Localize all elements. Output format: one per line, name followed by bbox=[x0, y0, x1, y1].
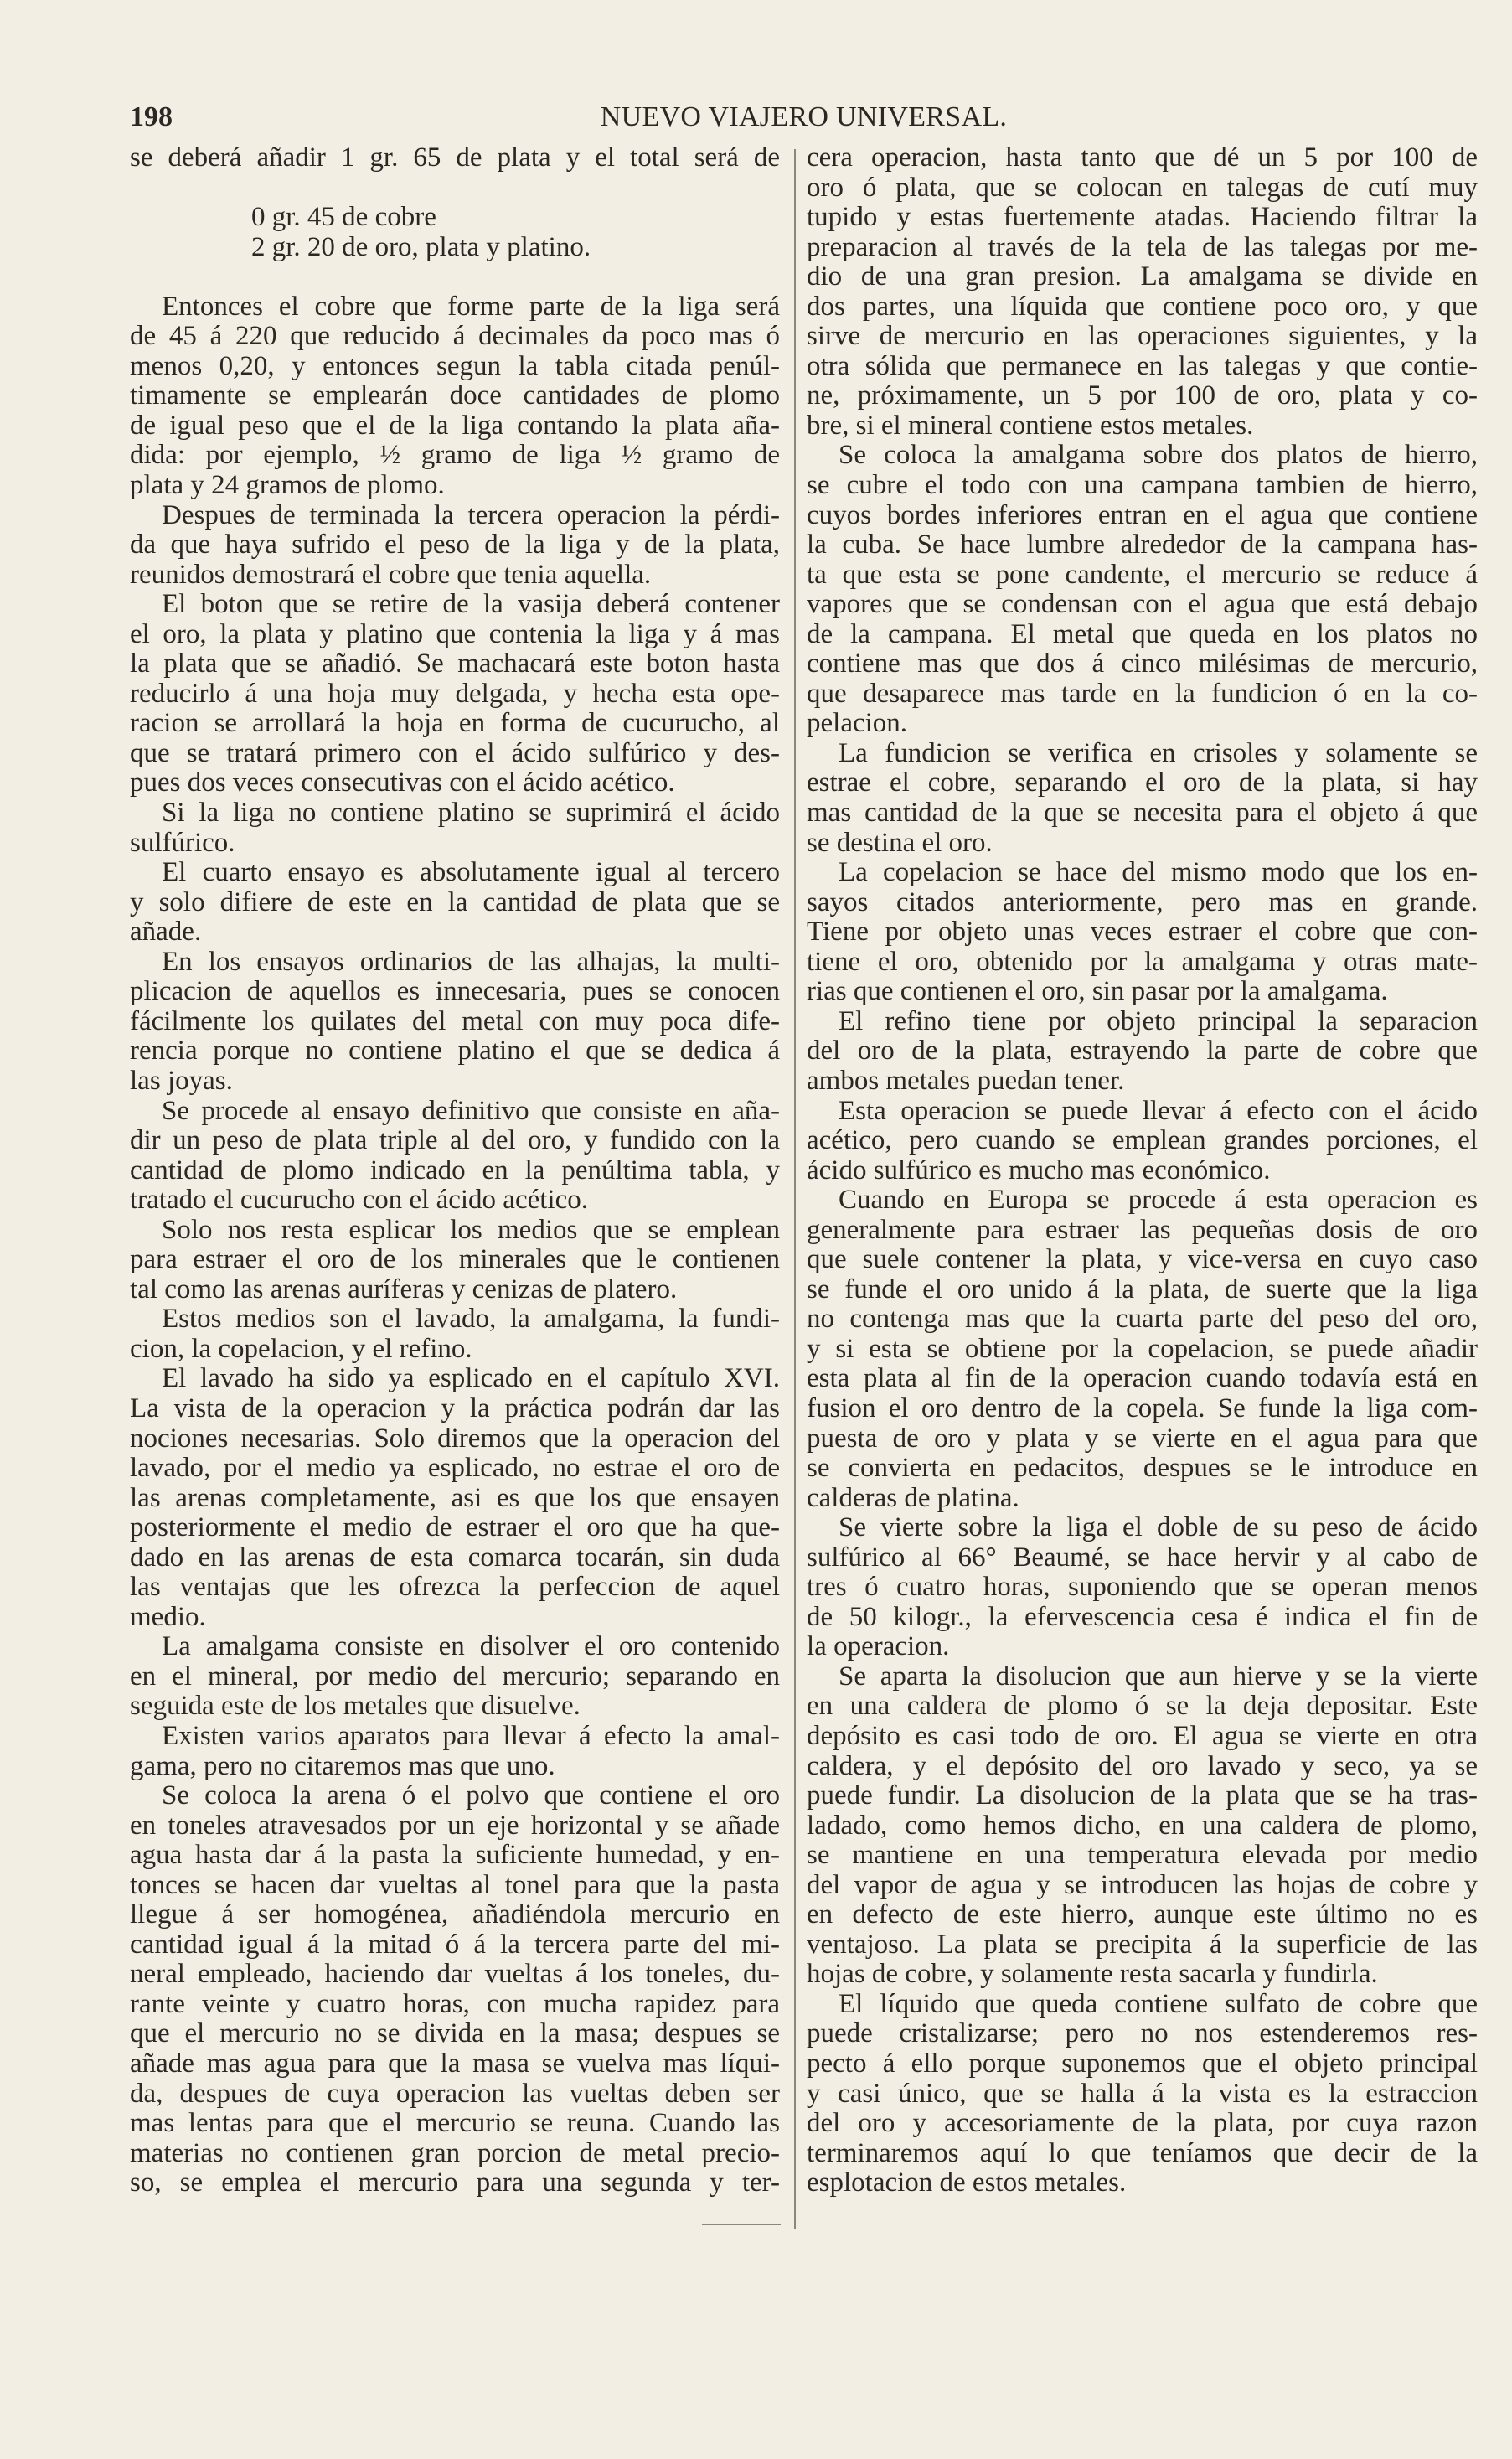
running-header bbox=[130, 99, 1478, 136]
text-line: Despues de terminada la tercera operacion la pérdi- bbox=[162, 499, 780, 530]
text-line: La fundicion se verifica en crisoles y solamente se bbox=[839, 737, 1478, 768]
text-line: tonces se hacen dar vueltas al tonel para que la pasta bbox=[130, 1869, 780, 1900]
text-line: Cuando en Europa se procede á esta operacion es bbox=[839, 1185, 1478, 1216]
text-line: la plata que se añadió. Se machacará este boton hasta bbox=[130, 648, 780, 679]
paragraph bbox=[807, 1007, 1478, 1097]
text-line: puede cristalizarse; pero no nos estenderemos res- bbox=[807, 2018, 1478, 2049]
text-line: rante veinte y cuatro horas, con mucha rapidez para bbox=[130, 1988, 780, 2019]
text-line: puesta de oro y plata y se vierte en el agua para que bbox=[807, 1423, 1478, 1454]
text-line: en toneles atravesados por un eje horizontal y se añade bbox=[130, 1810, 780, 1841]
text-line: nociones necesarias. Solo diremos que la operacion del bbox=[130, 1423, 780, 1454]
text-line: tupido y estas fuertemente atadas. Haciendo filtrar la bbox=[807, 202, 1478, 233]
text-line: El cuarto ensayo es absolutamente igual al tercero bbox=[162, 857, 780, 888]
text-line: Si la liga no contiene platino se suprimirá el ácido bbox=[162, 798, 780, 829]
text-line: se cubre el todo con una campana tambien de hierro, bbox=[807, 470, 1478, 501]
text-line: Existen varios aparatos para llevar á efecto la amal- bbox=[162, 1720, 780, 1751]
text-line: terminaremos aquí lo que teníamos que decir de la bbox=[807, 2137, 1478, 2168]
paragraph bbox=[130, 590, 780, 798]
text-line: acético, pero cuando se emplean grandes porciones, el bbox=[807, 1125, 1478, 1156]
paragraph bbox=[807, 1186, 1478, 1513]
text-line: que desaparece mas tarde en la fundicion ó en la co- bbox=[807, 678, 1478, 709]
text-line: mas lentas para que el mercurio se reuna. Cuando las bbox=[130, 2108, 780, 2139]
text-line: de igual peso que el de la liga contando la plata aña- bbox=[130, 410, 780, 441]
text-line: dado en las arenas de esta comarca tocarán, sin duda bbox=[130, 1542, 780, 1573]
text-line: mas cantidad de la que se necesita para el objeto á que bbox=[807, 798, 1478, 829]
text-line: El refino tiene por objeto principal la separacion bbox=[839, 1005, 1478, 1036]
left-paragraphs bbox=[130, 292, 780, 2198]
paragraph bbox=[807, 1097, 1478, 1186]
text-line: preparacion al través de la tela de las talegas por me- bbox=[807, 231, 1478, 262]
column-divider bbox=[794, 149, 796, 2229]
paragraph bbox=[130, 1364, 780, 1632]
paragraph bbox=[130, 798, 780, 858]
text-line: se mantiene en una temperatura elevada por medio bbox=[807, 1840, 1478, 1871]
text-line: neral empleado, haciendo dar vueltas á los toneles, du- bbox=[130, 1959, 780, 1990]
text-line: materias no contienen gran porcion de metal precio- bbox=[130, 2137, 780, 2168]
text-line: se destina el oro. bbox=[807, 827, 993, 858]
text-line: La copelacion se hace del mismo modo que los en- bbox=[839, 857, 1478, 888]
text-line: La amalgama consiste en disolver el oro contenido bbox=[162, 1631, 780, 1662]
text-line: bre, si el mineral contiene estos metales. bbox=[807, 410, 1254, 441]
paragraph bbox=[807, 739, 1478, 858]
text-line: contiene mas que dos á cinco milésimas de mercurio, bbox=[807, 648, 1478, 679]
text-line: reunidos demostrará el cobre que tenia aquella. bbox=[130, 559, 652, 590]
text-line: da que haya sufrido el peso de la liga y de la plata, bbox=[130, 530, 780, 561]
text-line: en una caldera de plomo ó se la deja depositar. Este bbox=[807, 1691, 1478, 1722]
text-line: y casi único, que se halla á la vista es la estraccion bbox=[807, 2078, 1478, 2109]
paragraph bbox=[130, 501, 780, 591]
weight-breakdown bbox=[130, 203, 780, 262]
text-line: dida: por ejemplo, ½ gramo de liga ½ gramo de bbox=[130, 440, 780, 471]
text-line: reducirlo á una hoja muy delgada, y hecha esta ope- bbox=[130, 678, 780, 709]
text-line: cantidad igual á la mitad ó á la tercera parte del mi- bbox=[130, 1929, 780, 1960]
text-line: ácido sulfúrico es mucho mas económico. bbox=[807, 1155, 1271, 1186]
paragraph bbox=[130, 1304, 780, 1364]
column-end-rule bbox=[702, 2224, 781, 2225]
text-line: sayos citados anteriormente, pero mas en grande. bbox=[807, 886, 1478, 917]
text-line: ne, próximamente, un 5 por 100 de oro, plata y co- bbox=[807, 380, 1478, 411]
text-line: tratado el cucurucho con el ácido acético. bbox=[130, 1185, 588, 1216]
text-line: vapores que se condensan con el agua que está debajo bbox=[807, 589, 1478, 620]
text-line: llegue á ser homogénea, añadiéndola mercurio en bbox=[130, 1899, 780, 1930]
text-line: 0 gr. 45 de cobre bbox=[251, 202, 436, 233]
paragraph bbox=[130, 948, 780, 1097]
text-line: caldera, y el depósito del oro lavado y seco, ya se bbox=[807, 1750, 1478, 1781]
text-line: que el mercurio no se divida en la masa; despues se bbox=[130, 2018, 780, 2049]
paragraph bbox=[807, 1990, 1478, 2198]
left-column bbox=[130, 143, 780, 2198]
text-line: lavado, por el medio ya esplicado, no estrae el oro de bbox=[130, 1453, 780, 1484]
text-line: y solo difiere de este en la cantidad de plata que se bbox=[130, 886, 780, 917]
text-line: cantidad de plomo indicado en la penúltima tabla, y bbox=[130, 1155, 780, 1186]
text-line: cion, la copelacion, y el refino. bbox=[130, 1333, 472, 1364]
text-line: dos partes, una líquida que contiene poco oro, y que bbox=[807, 291, 1478, 322]
paragraph bbox=[130, 1097, 780, 1216]
text-line: posteriormente el medio de estraer el oro que ha que- bbox=[130, 1512, 780, 1543]
text-line: las arenas completamente, asi es que los que ensayen bbox=[130, 1482, 780, 1513]
text-line: en el mineral, por medio del mercurio; separando en bbox=[130, 1661, 780, 1692]
text-line: otra sólida que permanece en las talegas y que contie- bbox=[807, 350, 1478, 381]
paragraph bbox=[807, 858, 1478, 1007]
continued-paragraph bbox=[807, 143, 1478, 441]
text-line: tres ó cuatro horas, suponiendo que se operan menos bbox=[807, 1572, 1478, 1603]
text-line: de 50 kilogr., la efervescencia cesa é indica el fin de bbox=[807, 1601, 1478, 1632]
text-line: añade mas agua para que la masa se vuelva mas líqui- bbox=[130, 2048, 780, 2079]
text-line: fusion el oro dentro de la copela. Se funde la liga com- bbox=[807, 1392, 1478, 1423]
paragraph bbox=[130, 858, 780, 948]
text-line: se convierta en pedacitos, despues se le introduce en bbox=[807, 1453, 1478, 1484]
text-line: oro ó plata, que se colocan en talegas de cutí muy bbox=[807, 172, 1478, 203]
text-line: la operacion. bbox=[807, 1631, 950, 1662]
text-line: El boton que se retire de la vasija deberá contener bbox=[162, 589, 780, 620]
text-line: dir un peso de plata triple al del oro, y fundido con la bbox=[130, 1125, 780, 1156]
text-line: sulfúrico. bbox=[130, 827, 235, 858]
continued-paragraph bbox=[130, 143, 780, 173]
text-line: y si esta se obtiene por la copelacion, se puede añadir bbox=[807, 1333, 1478, 1364]
text-line: Se coloca la amalgama sobre dos platos de hierro, bbox=[839, 440, 1478, 471]
page-number: 198 bbox=[130, 101, 173, 132]
text-line: que se tratará primero con el ácido sulfúrico y des- bbox=[130, 737, 780, 768]
text-line: rias que contienen el oro, sin pasar por la amalgama. bbox=[807, 976, 1388, 1007]
text-line: dio de una gran presion. La amalgama se divide en bbox=[807, 261, 1478, 292]
text-line: ventajoso. La plata se precipita á la superficie de las bbox=[807, 1929, 1478, 1960]
text-line: pelacion. bbox=[807, 708, 908, 739]
text-line: fácilmente los quilates del metal con muy poca dife- bbox=[130, 1005, 780, 1036]
text-line: agua hasta dar á la pasta la suficiente humedad, y en- bbox=[130, 1840, 780, 1871]
text-line: generalmente para estraer las pequeñas dosis de oro bbox=[807, 1214, 1478, 1245]
text-line: ta que esta se pone candente, el mercurio se reduce á bbox=[807, 559, 1478, 590]
text-line: ambos metales puedan tener. bbox=[807, 1065, 1125, 1096]
text-line: esta plata al fin de la operacion cuando todavía está en bbox=[807, 1363, 1478, 1394]
text-line: se funde el oro unido á la plata, de suerte que la liga bbox=[807, 1273, 1478, 1304]
text-line: gama, pero no citaremos mas que uno. bbox=[130, 1750, 555, 1781]
paragraph bbox=[807, 1662, 1478, 1990]
text-line: da, despues de cuya operacion las vueltas deben ser bbox=[130, 2078, 780, 2109]
text-line: que suele contener la plata, y vice-versa en cuyo caso bbox=[807, 1244, 1478, 1275]
text-line: depósito es casi todo de oro. El agua se vierte en otra bbox=[807, 1720, 1478, 1751]
text-line: rencia porque no contiene platino el que se dedica á bbox=[130, 1036, 780, 1067]
text-line: Se vierte sobre la liga el doble de su peso de ácido bbox=[839, 1512, 1478, 1543]
text-line: seguida este de los metales que disuelve. bbox=[130, 1691, 581, 1722]
text-line: estrae el cobre, separando el oro de la plata, si hay bbox=[807, 767, 1478, 798]
text-line: cuyos bordes inferiores entran en el agua que contiene bbox=[807, 499, 1478, 530]
text-line: de 45 á 220 que reducido á decimales da poco mas ó bbox=[130, 321, 780, 352]
text-line: menos 0,20, y entonces segun la tabla citada penúl- bbox=[130, 350, 780, 381]
text-line: sirve de mercurio en las operaciones siguientes, y la bbox=[807, 321, 1478, 352]
text-line: pues dos veces consecutivas con el ácido acético. bbox=[130, 767, 675, 798]
text-line: añade. bbox=[130, 917, 202, 948]
paragraph bbox=[130, 1781, 780, 2198]
text-line: del oro y accesoriamente de la plata, por cuya razon bbox=[807, 2108, 1478, 2139]
right-paragraphs bbox=[807, 441, 1478, 2198]
text-line: en defecto de este hierro, aunque este último no es bbox=[807, 1899, 1478, 1930]
text-line: del oro de la plata, estrayendo la parte de cobre que bbox=[807, 1036, 1478, 1067]
right-column bbox=[807, 143, 1478, 2198]
text-line: la cuba. Se hace lumbre alrededor de la campana has- bbox=[807, 530, 1478, 561]
text-line: del vapor de agua y se introducen las hojas de cobre y bbox=[807, 1869, 1478, 1900]
text-line: Estos medios son el lavado, la amalgama, la fundi- bbox=[162, 1304, 780, 1335]
text-line: se deberá añadir 1 gr. 65 de plata y el total será de bbox=[130, 142, 780, 173]
text-line: La vista de la operacion y la práctica podrán dar las bbox=[130, 1392, 780, 1423]
text-line: esplotacion de estos metales. bbox=[807, 2167, 1127, 2198]
paragraph bbox=[130, 292, 780, 501]
text-line: 2 gr. 20 de oro, plata y platino. bbox=[251, 231, 591, 262]
text-line: las joyas. bbox=[130, 1065, 233, 1096]
text-line: tal como las arenas auríferas y cenizas de platero. bbox=[130, 1273, 678, 1304]
text-line: Se procede al ensayo definitivo que consiste en aña- bbox=[162, 1095, 780, 1126]
paragraph bbox=[130, 1632, 780, 1722]
text-line: no contenga mas que la cuarta parte del peso del oro, bbox=[807, 1304, 1478, 1335]
text-line: medio. bbox=[130, 1601, 206, 1632]
paragraph bbox=[807, 1513, 1478, 1662]
text-line: El líquido que queda contiene sulfato de cobre que bbox=[839, 1988, 1478, 2019]
running-title: NUEVO VIAJERO UNIVERSAL. bbox=[600, 101, 1008, 132]
text-line: cera operacion, hasta tanto que dé un 5 por 100 de bbox=[807, 142, 1478, 173]
text-line: plicacion de aquellos es innecesaria, pues se conocen bbox=[130, 976, 780, 1007]
text-line: racion se arrollará la hoja en forma de cucurucho, al bbox=[130, 708, 780, 739]
text-line: de la campana. El metal que queda en los platos no bbox=[807, 618, 1478, 649]
text-line: pecto á ello porque suponemos que el objeto principal bbox=[807, 2048, 1478, 2079]
text-line: En los ensayos ordinarios de las alhajas, la multi- bbox=[162, 946, 780, 977]
paragraph bbox=[130, 1722, 780, 1781]
text-line: plata y 24 gramos de plomo. bbox=[130, 470, 445, 501]
text-line: sulfúrico al 66° Beaumé, se hace hervir y al cabo de bbox=[807, 1542, 1478, 1573]
text-line: Se coloca la arena ó el polvo que contiene el oro bbox=[162, 1780, 780, 1811]
text-line: El lavado ha sido ya esplicado en el capítulo XVI. bbox=[162, 1363, 780, 1394]
text-line: so, se emplea el mercurio para una segunda y ter- bbox=[130, 2167, 780, 2198]
text-line: Solo nos resta esplicar los medios que se emplean bbox=[162, 1214, 780, 1245]
text-line: Esta operacion se puede llevar á efecto con el ácido bbox=[839, 1095, 1478, 1126]
text-line: tiene el oro, obtenido por la amalgama y otras mate- bbox=[807, 946, 1478, 977]
text-line: Tiene por objeto unas veces estraer el cobre que con- bbox=[807, 917, 1478, 948]
text-line: el oro, la plata y platino que contenia la liga y á mas bbox=[130, 618, 780, 649]
text-line: Entonces el cobre que forme parte de la liga será bbox=[162, 291, 780, 322]
text-line: ladado, como hemos dicho, en una caldera de plomo, bbox=[807, 1810, 1478, 1841]
paragraph bbox=[807, 441, 1478, 738]
text-line: calderas de platina. bbox=[807, 1482, 1019, 1513]
text-line: puede fundir. La disolucion de la plata que se ha tras- bbox=[807, 1780, 1478, 1811]
text-line: hojas de cobre, y solamente resta sacarla y fundirla. bbox=[807, 1959, 1378, 1990]
text-line: timamente se emplearán doce cantidades de plomo bbox=[130, 380, 780, 411]
paragraph bbox=[130, 1216, 780, 1305]
text-line: las ventajas que les ofrezca la perfeccion de aquel bbox=[130, 1572, 780, 1603]
text-line: Se aparta la disolucion que aun hierve y se la vierte bbox=[839, 1661, 1478, 1692]
text-line: para estraer el oro de los minerales que le contienen bbox=[130, 1244, 780, 1275]
